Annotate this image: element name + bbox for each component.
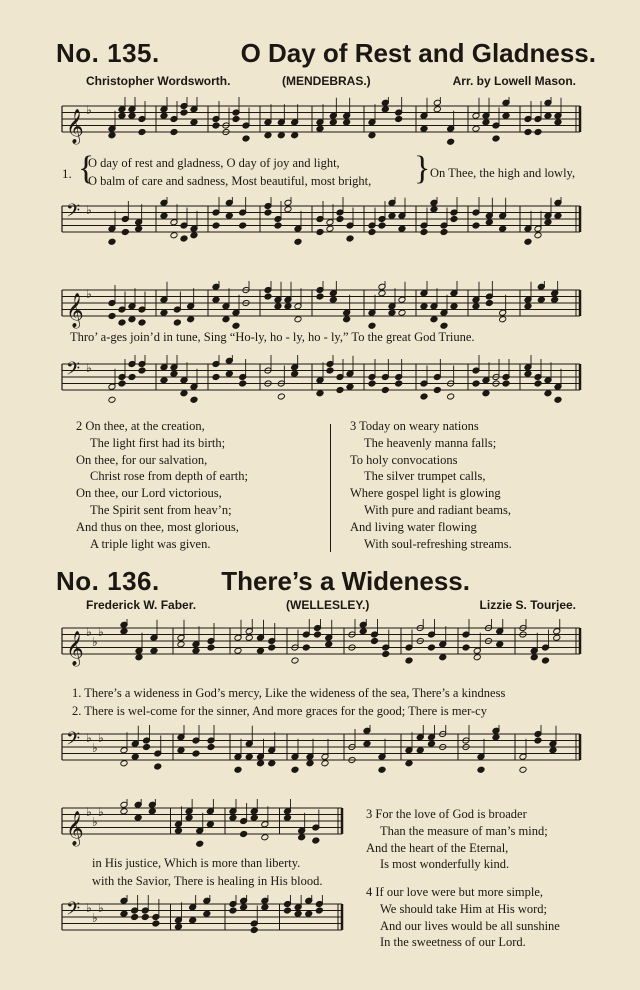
svg-text:♭: ♭ bbox=[98, 901, 104, 915]
lyric-line: Thro’ a-ges join’d in tune, Sing “Ho-ly, ho - ly, ho - ly,” To the great God Triune. bbox=[70, 330, 475, 344]
treble-staff bbox=[56, 618, 584, 678]
svg-text:𝄢: 𝄢 bbox=[66, 729, 81, 754]
stanza-3: 3 For the love of God is broader Than the measure of man’s mind; And the heart of the Eternal, Is most wonderfully kind. bbox=[366, 807, 548, 872]
lyric-line: in His justice, Which is more than liberty. bbox=[92, 856, 301, 870]
svg-text:♭: ♭ bbox=[98, 805, 104, 819]
hymn-135-header bbox=[56, 38, 596, 72]
stanza-divider bbox=[330, 424, 331, 552]
lyric-line: O day of rest and gladness, O day of joy and light, bbox=[88, 156, 340, 170]
lyric-line: 2. There is wel-come for the sinner, And more graces for the good; There is mer-cy bbox=[72, 704, 487, 718]
hymn-136-header bbox=[56, 566, 596, 600]
lyric-line: On Thee, the high and lowly, bbox=[430, 166, 576, 180]
svg-text:♭: ♭ bbox=[86, 103, 92, 117]
svg-text:♭: ♭ bbox=[92, 635, 98, 649]
svg-text:𝄞: 𝄞 bbox=[66, 631, 84, 666]
verse-brace: } bbox=[414, 150, 431, 187]
svg-text:𝄞: 𝄞 bbox=[66, 293, 84, 328]
composer-credit: Lizzie S. Tourjee. bbox=[479, 598, 576, 612]
svg-text:𝄢: 𝄢 bbox=[66, 899, 81, 924]
svg-text:♭: ♭ bbox=[86, 901, 92, 915]
verse-brace: { bbox=[78, 150, 95, 187]
svg-text:𝄢: 𝄢 bbox=[66, 359, 81, 384]
hymn-title: There’s a Wideness. bbox=[221, 566, 470, 596]
svg-text:♭: ♭ bbox=[98, 731, 104, 745]
verse-number: 1. bbox=[62, 166, 72, 181]
svg-text:♭: ♭ bbox=[86, 287, 92, 301]
svg-text:♭: ♭ bbox=[86, 731, 92, 745]
svg-text:♭: ♭ bbox=[92, 741, 98, 755]
tune-name: (MENDEBRAS.) bbox=[282, 74, 371, 88]
svg-text:𝄞: 𝄞 bbox=[66, 811, 84, 846]
arranger-credit: Arr. by Lowell Mason. bbox=[452, 74, 576, 88]
author-credit: Christopher Wordsworth. bbox=[86, 74, 231, 88]
svg-text:♭: ♭ bbox=[86, 203, 92, 217]
hymn-number: No. 135. bbox=[56, 38, 160, 68]
stanza-4: 4 If our love were but more simple, We should take Him at His word; And our lives would be all sunshine In the sweetness of our Lord. bbox=[366, 885, 560, 950]
treble-staff bbox=[56, 280, 584, 332]
bass-staff bbox=[56, 354, 584, 406]
stanza-2: 2 On thee, at the creation, The light first had its birth; On thee, for our salvation, Christ rose from depth of earth; On thee, our Lord victorious, The Spirit sent from heav’n; And thus on thee, most glorious, A triple light was given. bbox=[76, 419, 248, 551]
author-credit: Frederick W. Faber. bbox=[86, 598, 197, 612]
bass-staff bbox=[56, 724, 584, 782]
stanza-3: 3 Today on weary nations The heavenly manna falls; To holy convocations The silver trumpet calls, Where gospel light is glowing With pure and radiant beams, And living water flowing With soul-refreshing streams. bbox=[350, 419, 512, 551]
svg-text:𝄞: 𝄞 bbox=[66, 109, 84, 144]
svg-text:♭: ♭ bbox=[92, 815, 98, 829]
lyric-line: O balm of care and sadness, Most beautiful, most bright, bbox=[88, 174, 372, 188]
lyric-line: 1. There’s a wideness in God’s mercy, Like the wideness of the sea, There’s a kindness bbox=[72, 686, 506, 700]
svg-text:𝄢: 𝄢 bbox=[66, 201, 81, 226]
svg-text:♭: ♭ bbox=[86, 361, 92, 375]
hymn-number: No. 136. bbox=[56, 566, 160, 596]
svg-text:♭: ♭ bbox=[86, 625, 92, 639]
treble-staff bbox=[56, 96, 584, 148]
tune-name: (WELLESLEY.) bbox=[286, 598, 370, 612]
bass-staff bbox=[56, 894, 346, 958]
bass-staff bbox=[56, 196, 584, 248]
hymn-title: O Day of Rest and Gladness. bbox=[240, 38, 596, 68]
lyric-line: with the Savior, There is healing in His blood. bbox=[92, 874, 323, 888]
treble-staff bbox=[56, 798, 346, 850]
svg-text:♭: ♭ bbox=[98, 625, 104, 639]
svg-text:♭: ♭ bbox=[92, 911, 98, 925]
svg-text:♭: ♭ bbox=[86, 805, 92, 819]
